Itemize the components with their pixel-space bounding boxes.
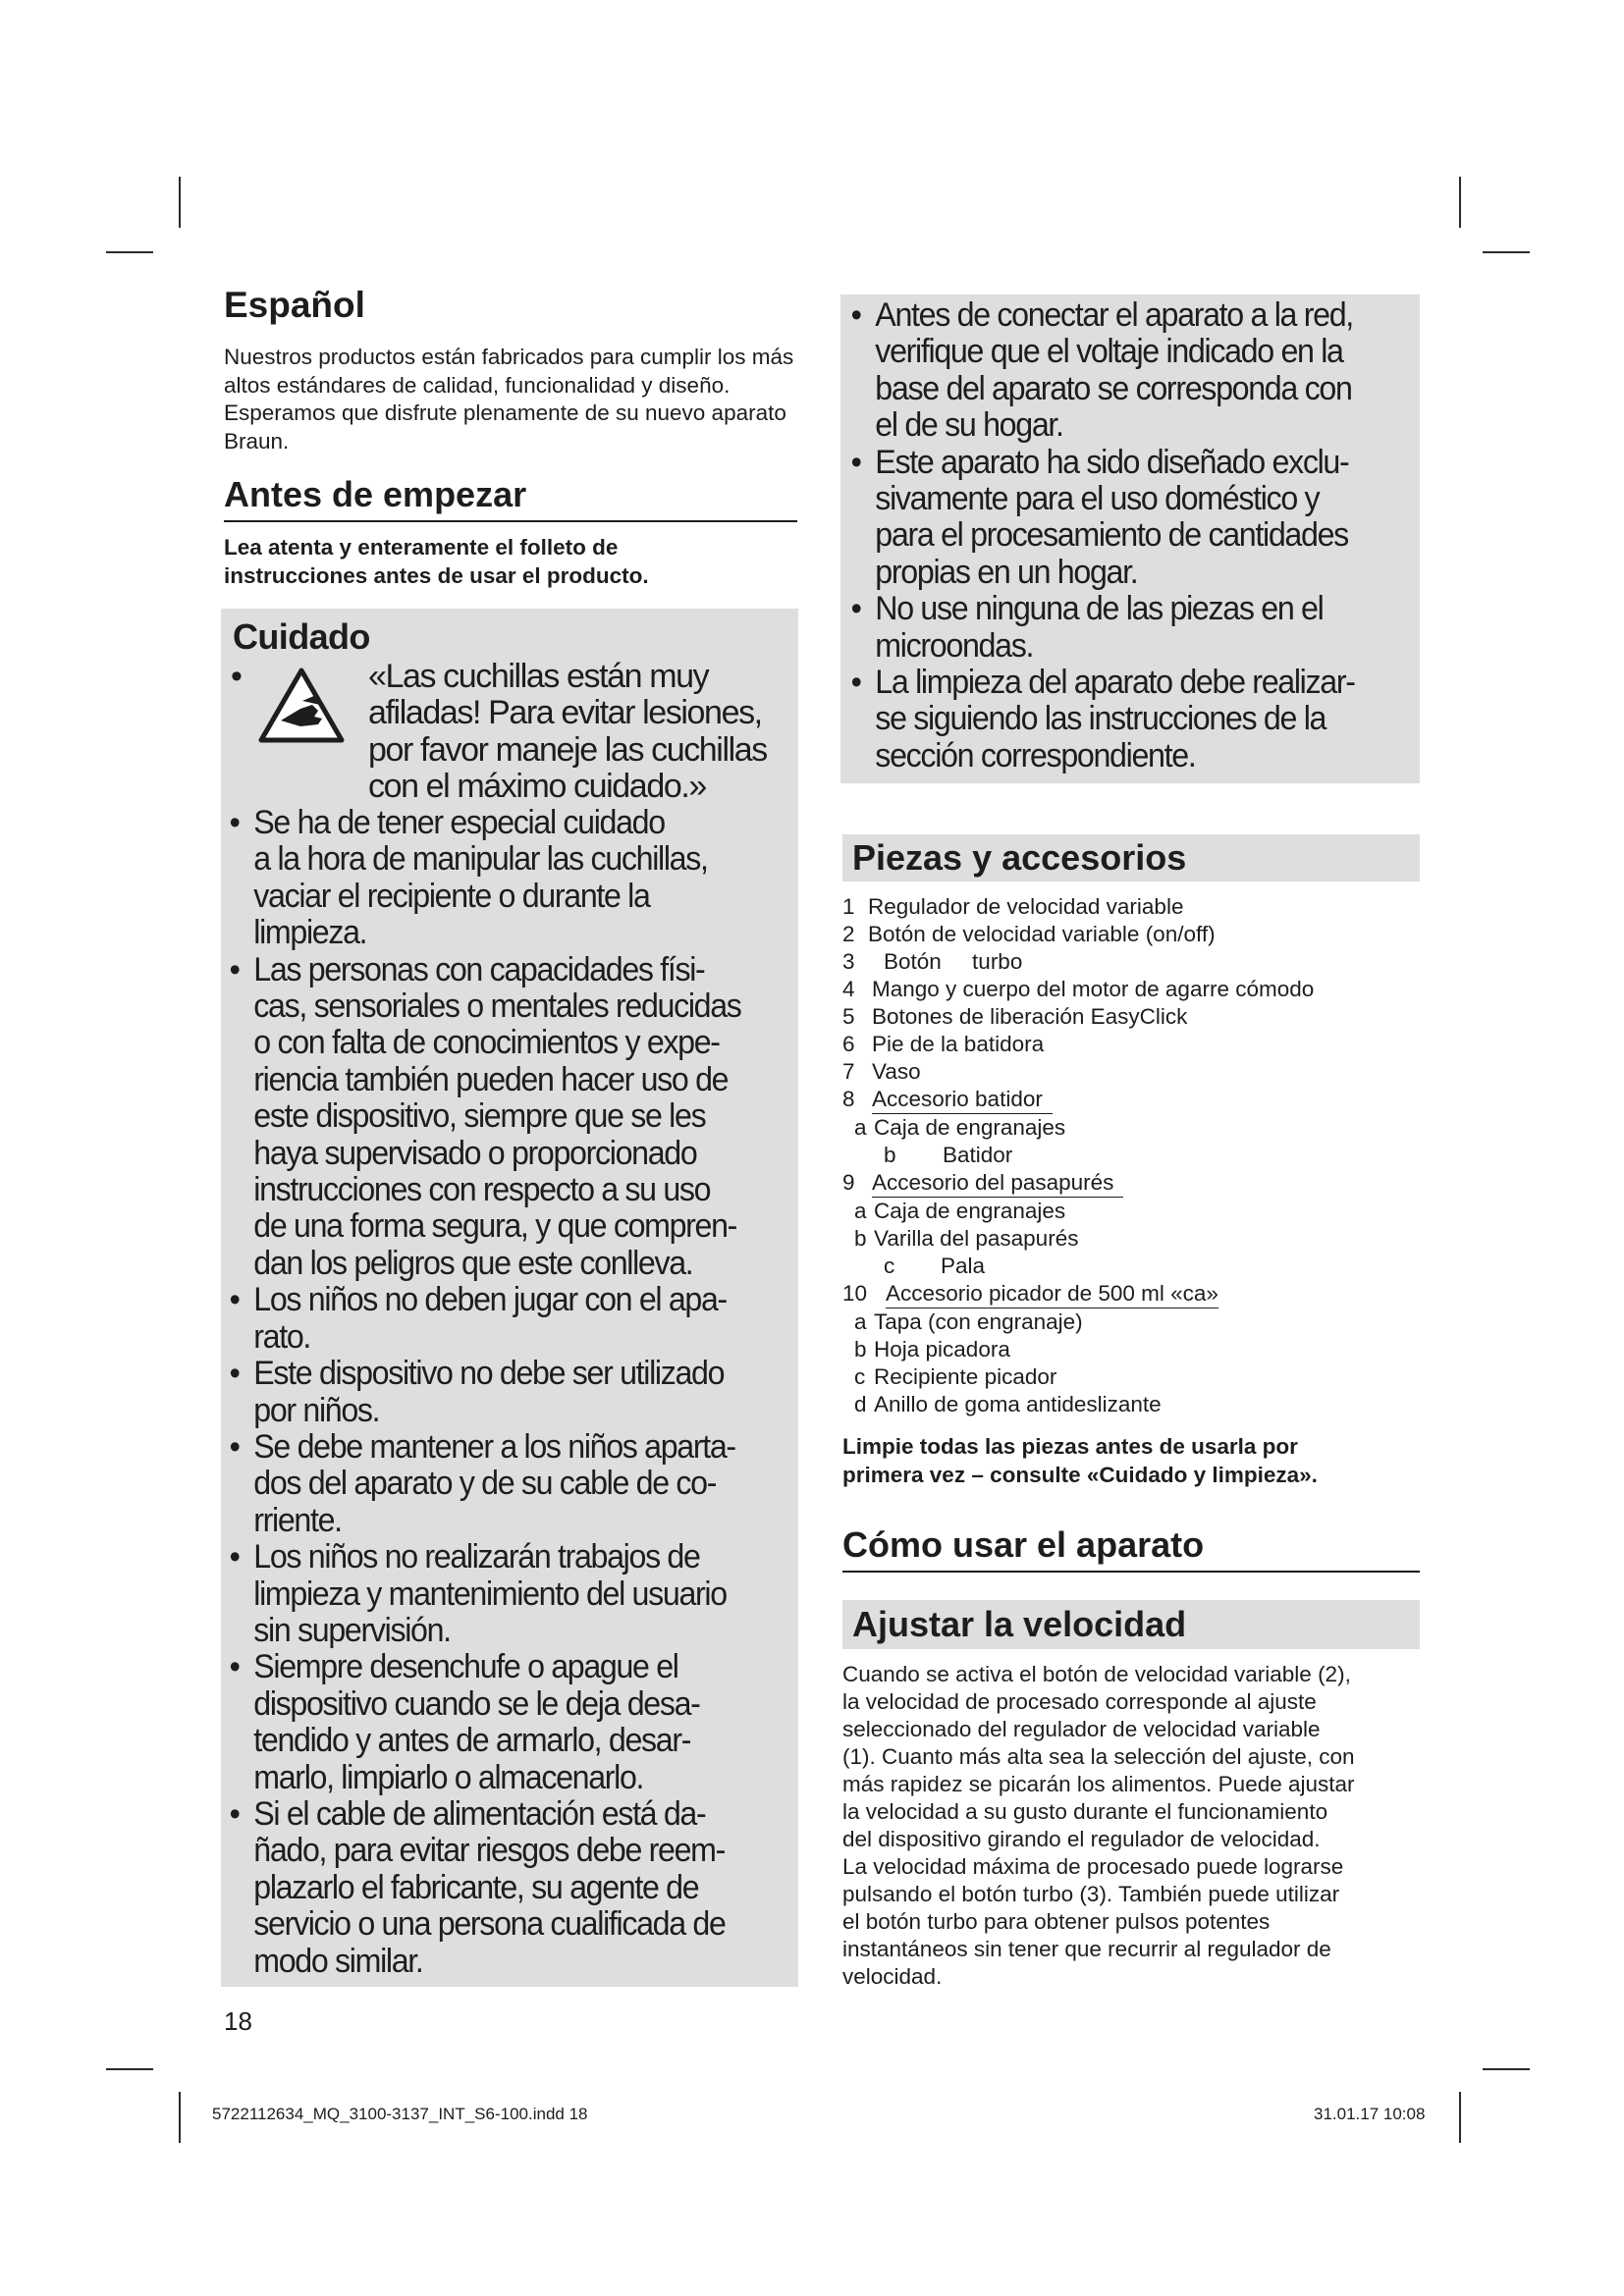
safety-bullet-list (845, 297, 1435, 774)
bullet-line: este dispositivo, siempre que se les (253, 1097, 706, 1136)
parts-clean-note: Limpie todas las piezas antes de usarla por primera vez – consulte «Cuidado y limpieza». (842, 1434, 1318, 1487)
warning-bullet: • (231, 658, 242, 695)
bullet-line: Este aparato ha sido diseñado exclu- (875, 443, 1349, 481)
bullet-line: instrucciones con respecto a su uso (253, 1171, 711, 1209)
warning-text (368, 659, 820, 806)
section-title-como-usar: Cómo usar el aparato (842, 1524, 1205, 1565)
bullet-line: limpieza y mantenimiento del usuario (253, 1575, 727, 1613)
list-item: 4 Mango y cuerpo del motor de agarre cómodo (842, 977, 1315, 1001)
bullet-line: base del aparato se corresponda con (875, 369, 1352, 407)
list-item: 10 Accesorio picador de 500 ml «ca» (842, 1280, 1432, 1308)
bullet-dot: • (850, 296, 861, 334)
bullet-dot: • (850, 443, 861, 481)
list-item: 8 Accesorio batidor (842, 1086, 1432, 1114)
intro-paragraph: Nuestros productos están fabricados para cumplir los más altos estándares de calidad, funcionalidad y diseño. Esperamos que disfrute plenamente de su nuevo aparato Braun. (224, 345, 794, 454)
list-item: 9 Accesorio del pasapurés (842, 1169, 1432, 1198)
bullet-item (224, 805, 772, 952)
bullet-item (224, 1539, 772, 1649)
bullet-item (224, 1282, 772, 1356)
bullet-line: cas, sensoriales o mentales reducidas (253, 988, 741, 1026)
bullet-line: modo similar. (253, 1942, 423, 1980)
bullet-dot: • (229, 1794, 240, 1833)
bullet-line: La limpieza del aparato debe realizar- (875, 664, 1355, 702)
bullet-line: rato. (253, 1317, 311, 1356)
bullet-dot: • (229, 1355, 240, 1393)
paragraph-line: más rapidez se picarán los alimentos. Puede ajustar (842, 1772, 1355, 1796)
bullet-line: Las personas con capacidades físi- (253, 950, 705, 988)
warning-line: por favor maneje las cuchillas (368, 730, 767, 769)
bullet-line: vaciar el recipiente o durante la (253, 877, 650, 915)
list-item: a Caja de engranajes (854, 1115, 1066, 1140)
paragraph-line: La velocidad máxima de procesado puede lograrse (842, 1854, 1344, 1879)
bullet-line: se siguiendo las instrucciones de la (875, 700, 1326, 738)
bullet-dot: • (229, 804, 240, 841)
bullet-line: Antes de conectar el aparato a la red, (875, 296, 1353, 334)
bullet-line: ñado, para evitar riesgos debe reem- (253, 1832, 726, 1870)
bullet-item (224, 1796, 772, 1980)
bullet-item (224, 1649, 772, 1796)
page-number: 18 (224, 2006, 252, 2036)
bullet-line: servicio o una persona cualificada de (253, 1905, 726, 1944)
bullet-item (224, 1429, 772, 1539)
bullet-item (224, 952, 772, 1283)
list-item: 3 Botón turbo (842, 949, 1023, 974)
cuidado-bullet-list (224, 805, 803, 1980)
bullet-line: o con falta de conocimientos y expe- (253, 1024, 720, 1062)
crop-mark-bottom-left-v (179, 2092, 181, 2143)
paragraph-line: del dispositivo girando el regulador de velocidad. (842, 1827, 1321, 1851)
section-title-piezas: Piezas y accesorios (842, 834, 1420, 881)
bullet-line: limpieza. (253, 914, 367, 952)
bullet-dot: • (229, 950, 240, 988)
bullet-item (845, 297, 1403, 445)
bullet-item (224, 1356, 772, 1429)
bullet-dot: • (229, 1538, 240, 1576)
bullet-line: para el procesamiento de cantidades (875, 516, 1348, 555)
bullet-line: Este dispositivo no debe ser utilizado (253, 1355, 725, 1393)
parts-list (842, 893, 1432, 1418)
antes-note: Lea atenta y enteramente el folleto de instrucciones antes de usar el producto. (224, 535, 649, 588)
crop-mark-bottom-right-h (1483, 2068, 1530, 2070)
list-item: c Recipiente picador (854, 1364, 1057, 1389)
bullet-dot: • (229, 1648, 240, 1686)
velocidad-paragraph (842, 1661, 1422, 1991)
crop-mark-top-right-v (1459, 177, 1461, 228)
print-slug-file: 5722112634_MQ_3100-3137_INT_S6-100.indd 18 (212, 2105, 588, 2123)
bullet-line: dispositivo cuando se le deja desa- (253, 1684, 700, 1723)
paragraph-line: la velocidad a su gusto durante el funcionamiento (842, 1799, 1328, 1824)
bullet-line: Se debe mantener a los niños aparta- (253, 1427, 735, 1466)
bullet-line: haya supervisado o proporcionado (253, 1134, 697, 1172)
crop-mark-top-left-v (179, 177, 181, 228)
crop-mark-bottom-right-v (1459, 2092, 1461, 2143)
list-item: 7 Vaso (842, 1059, 921, 1084)
bullet-line: propias en un hogar. (875, 553, 1138, 591)
bullet-line: sin supervisión. (253, 1611, 451, 1649)
crop-mark-bottom-left-h (106, 2068, 153, 2070)
bullet-dot: • (229, 1427, 240, 1466)
crop-mark-top-right-h (1483, 251, 1530, 253)
paragraph-line: instantáneos sin tener que recurrir al regulador de (842, 1937, 1331, 1961)
print-slug-date: 31.01.17 10:08 (1314, 2105, 1426, 2123)
bullet-item (845, 665, 1403, 774)
list-item: a Caja de engranajes (854, 1199, 1066, 1223)
bullet-line: plazarlo el fabricante, su agente de (253, 1868, 699, 1906)
bullet-item (845, 591, 1403, 665)
warning-line: «Las cuchillas están muy (368, 658, 709, 695)
paragraph-line: la velocidad de procesado corresponde al ajuste (842, 1689, 1317, 1714)
bullet-line: por niños. (253, 1391, 380, 1429)
paragraph-line: el botón turbo para obtener pulsos potentes (842, 1909, 1271, 1934)
paragraph-line: Cuando se activa el botón de velocidad variable (2), (842, 1662, 1351, 1686)
bullet-line: No use ninguna de las piezas en el (875, 590, 1324, 628)
section-rule (842, 1571, 1420, 1573)
bullet-line: sivamente para el uso doméstico y (875, 480, 1320, 518)
bullet-line: Los niños no deben jugar con el apa- (253, 1281, 727, 1319)
bullet-dot: • (850, 664, 861, 702)
section-title-velocidad: Ajustar la velocidad (842, 1600, 1420, 1649)
bullet-line: rriente. (253, 1501, 342, 1539)
paragraph-line: seleccionado del regulador de velocidad variable (842, 1717, 1321, 1741)
list-item: b Hoja picadora (854, 1337, 1010, 1362)
list-item: a Tapa (con engranaje) (854, 1309, 1083, 1334)
paragraph-line: velocidad. (842, 1964, 943, 1989)
bullet-line: dan los peligros que este conlleva. (253, 1244, 693, 1282)
warning-line: afiladas! Para evitar lesiones, (368, 694, 762, 732)
list-item: c Pala (884, 1254, 986, 1278)
bullet-line: sección correspondiente. (875, 736, 1196, 774)
paragraph-line: pulsando el botón turbo (3). También puede utilizar (842, 1882, 1340, 1906)
bullet-line: de una forma segura, y que compren- (253, 1207, 737, 1246)
blade-warning-icon (257, 666, 346, 744)
list-item: 1 Regulador de velocidad variable (842, 894, 1184, 919)
bullet-line: marlo, limpiarlo o almacenarlo. (253, 1758, 644, 1796)
bullet-line: el de su hogar. (875, 406, 1063, 445)
bullet-line: dos del aparato y de su cable de co- (253, 1465, 717, 1503)
crop-mark-top-left-h (106, 251, 153, 253)
list-item: d Anillo de goma antideslizante (854, 1392, 1162, 1416)
list-item: 2 Botón de velocidad variable (on/off) (842, 922, 1216, 946)
bullet-dot: • (850, 590, 861, 628)
list-item: b Batidor (884, 1143, 1013, 1167)
cuidado-title: Cuidado (233, 616, 370, 657)
language-title: Español (224, 285, 365, 325)
bullet-line: riencia también pueden hacer uso de (253, 1060, 729, 1098)
bullet-line: microondas. (875, 626, 1034, 665)
bullet-dot: • (229, 1281, 240, 1319)
bullet-line: a la hora de manipular las cuchillas, (253, 840, 708, 879)
warning-line: con el máximo cuidado.» (368, 768, 706, 806)
bullet-line: tendido y antes de armarlo, desar- (253, 1722, 691, 1760)
paragraph-line: (1). Cuanto más alta sea la selección del ajuste, con (842, 1744, 1355, 1769)
bullet-line: verifique que el voltaje indicado en la (875, 333, 1343, 371)
bullet-line: Siempre desenchufe o apague el (253, 1648, 678, 1686)
bullet-line: Se ha de tener especial cuidado (253, 804, 665, 841)
bullet-line: Si el cable de alimentación está da- (253, 1794, 706, 1833)
bullet-item (845, 445, 1403, 592)
bullet-line: Los niños no realizarán trabajos de (253, 1538, 700, 1576)
section-rule (224, 520, 797, 522)
section-title-antes: Antes de empezar (224, 474, 527, 514)
list-item: b Varilla del pasapurés (854, 1226, 1079, 1251)
list-item: 5 Botones de liberación EasyClick (842, 1004, 1188, 1029)
list-item: 6 Pie de la batidora (842, 1032, 1045, 1056)
